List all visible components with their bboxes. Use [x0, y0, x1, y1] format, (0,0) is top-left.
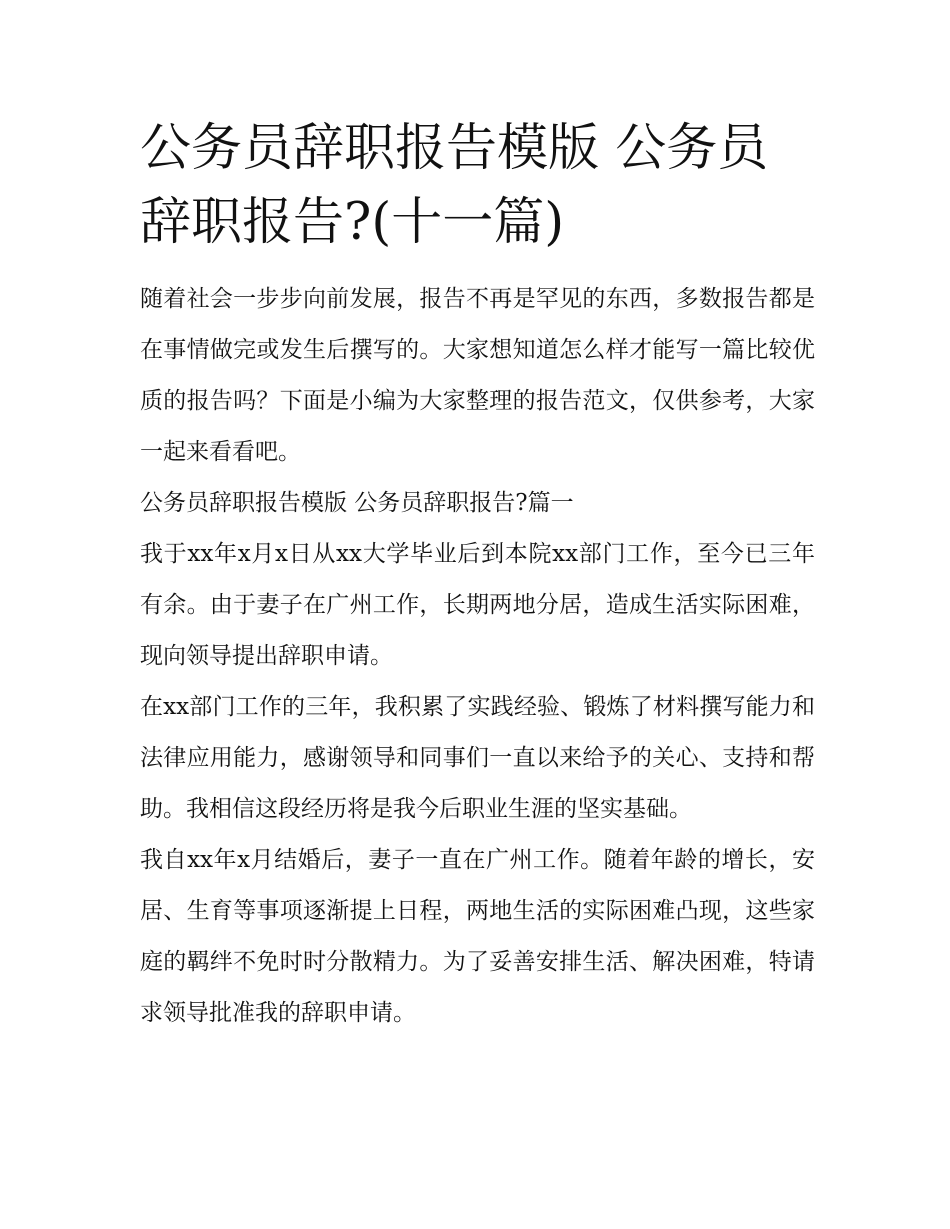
document-page [140, 112, 815, 1039]
body-paragraph: 我自xx年x月结婚后，妻子一直在广州工作。随着年龄的增长，安居、生育等事项逐渐提上日程，两地生活的实际困难凸现，这些家庭的羁绊不免时时分散精力。为了妥善安排生活、解决困难，特请求领导批准我的辞职申请。 [140, 847, 815, 1026]
body-paragraph: 我于xx年x月x日从xx大学毕业后到本院xx部门工作，至今已三年有余。由于妻子在广州工作，长期两地分居，造成生活实际困难，现向领导提出辞职申请。 [140, 541, 815, 669]
intro-paragraph: 随着社会一步步向前发展，报告不再是罕见的东西，多数报告都是在事情做完或发生后撰写的。大家想知道怎么样才能写一篇比较优质的报告吗？下面是小编为大家整理的报告范文，仅供参考，大家一起来看看吧。 [140, 286, 815, 465]
section-heading: 公务员辞职报告模版 公务员辞职报告?篇一 [140, 490, 574, 516]
body-paragraph: 在xx部门工作的三年，我积累了实践经验、锻炼了材料撰写能力和法律应用能力，感谢领导和同事们一直以来给予的关心、支持和帮助。我相信这段经历将是我今后职业生涯的坚实基础。 [140, 694, 815, 822]
document-title: 公务员辞职报告模版 公务员辞职报告?(十一篇) [140, 119, 769, 252]
document-body [140, 274, 815, 1039]
